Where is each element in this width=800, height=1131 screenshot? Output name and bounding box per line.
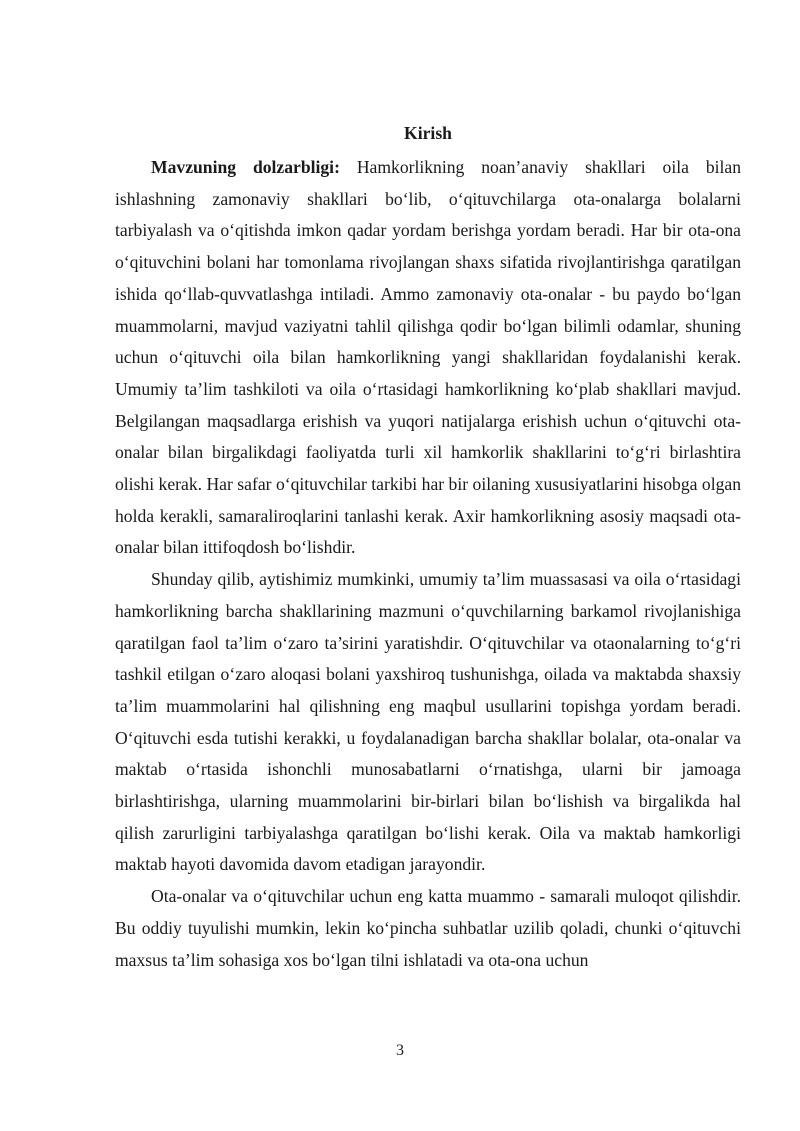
- paragraph-communication: [115, 881, 741, 976]
- section-title: Kirish: [404, 123, 452, 143]
- paragraph-body: Hamkorlikning noan’anaviy shakllari oila bilan ishlashning zamonaviy shakllari bo‘lib, o‘qituvchilarga ota-onalarga bolalarni tarbiyalash va o‘qitishda imkon qadar yordam berishga yordam beradi. Har bir ota-ona o‘qituvchini bolani har tomonlama rivojlangan shaxs sifatida rivojlantirishga qaratilgan ishida qo‘llab-quvvatlashga intiladi. Ammo zamonaviy ota-onalar - bu paydo bo‘lgan muammolarni, mavjud vaziyatni tahlil qilishga qodir bo‘lgan bilimli odamlar, shuning uchun o‘qituvchi oila bilan hamkorlikning yangi shakllaridan foydalanishi kerak. Umumiy ta’lim tashkiloti va oila o‘rtasidagi hamkorlikning ko‘plab shakllari mavjud. Belgilangan maqsadlarga erishish va yuqori natijalarga erishish uchun o‘qituvchi ota-onalar bilan birgalikdagi faoliyatda turli xil hamkorlik shakllarini to‘g‘ri birlashtira olishi kerak. Har safar o‘qituvchilar tarkibi har bir oilaning xususiyatlarini hisobga olgan holda kerakli, samaraliroqlarini tanlashi kerak. Axir hamkorlikning asosiy maqsadi ota-onalar bilan ittifoqdosh bo‘lishdir.: [115, 157, 741, 558]
- page-number: 3: [396, 1042, 404, 1059]
- paragraph-lead: Mavzuning dolzarbligi:: [151, 157, 340, 177]
- document-page: [115, 117, 741, 976]
- paragraph-body: Shunday qilib, aytishimiz mumkinki, umumiy ta’lim muassasasi va oila o‘rtasidagi hamkorlikning barcha shakllarining mazmuni o‘quvchilarning barkamol rivojlanishiga qaratilgan faol ta’lim o‘zaro ta’sirini yaratishdir. O‘qituvchilar va otaonalarning to‘g‘ri tashkil etilgan o‘zaro aloqasi bolani yaxshiroq tushunishga, oilada va maktabda shaxsiy ta’lim muammolarini hal qilishning eng maqbul usullarini topishga yordam beradi. O‘qituvchi esda tutishi kerakki, u foydalanadigan barcha shakllar bolalar, ota-onalar va maktab o‘rtasida ishonchli munosabatlarni o‘rnatishga, ularni bir jamoaga birlashtirishga, ularning muammolarini bir-birlari bilan bo‘lishish va birgalikda hal qilish zarurligini tarbiyalashga qaratilgan bo‘lishi kerak. Oila va maktab hamkorligi maktab hayoti davomida davom etadigan jarayondir.: [115, 569, 741, 875]
- paragraph-body: Ota-onalar va o‘qituvchilar uchun eng katta muammo - samarali muloqot qilishdir. Bu oddiy tuyulishi mumkin, lekin ko‘pincha suhbatlar uzilib qoladi, chunki o‘qituvchi maxsus ta’lim sohasiga xos bo‘lgan tilni ishlatadi va ota-ona uchun: [115, 886, 741, 970]
- paragraph-conclusion: [115, 564, 741, 881]
- paragraph-relevance: [115, 152, 741, 564]
